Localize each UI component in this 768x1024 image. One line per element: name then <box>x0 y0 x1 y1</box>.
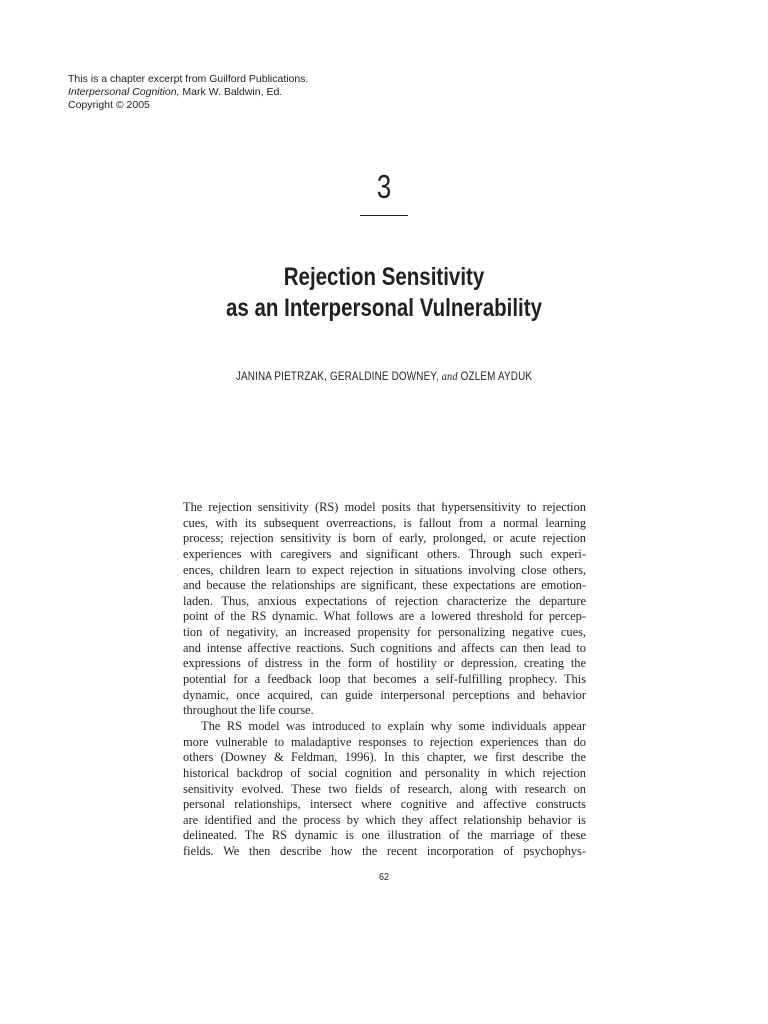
text-line: dynamic, once acquired, can guide interpersonal perceptions and behavior <box>183 687 586 702</box>
text-line: The rejection sensitivity (RS) model posits that hypersensitivity to rejection <box>183 500 586 514</box>
authors-and: and <box>441 369 458 383</box>
text-line: expressions of distress in the form of hostility or depression, creating the <box>183 656 586 671</box>
text-line: process; rejection sensitivity is born of early, prolonged, or acute rejection <box>183 531 586 546</box>
text-line: are identified and the process by which they affect relationship behavior is <box>183 812 586 827</box>
text-line: personal relationships, intersect where cognitive and affective constructs <box>183 797 586 812</box>
text-line: and intense affective reactions. Such cognitions and affects can then lead to <box>183 640 586 655</box>
paragraph-2 <box>183 719 586 860</box>
text-line: others (Downey & Feldman, 1996). In this chapter, we first describe the <box>183 750 586 765</box>
text-line: historical backdrop of social cognition and personality in which rejection <box>183 765 586 780</box>
chapter-number: 3 <box>376 168 392 205</box>
chapter-authors <box>54 369 714 384</box>
text-line: fields. We then describe how the recent incorporation of psychophys- <box>183 844 586 859</box>
paragraph-1 <box>183 500 586 719</box>
text-line: more vulnerable to maladaptive responses to rejection experiences than do <box>183 734 586 749</box>
text-line: The RS model was introduced to explain why some individuals appear <box>201 718 586 733</box>
chapter-body <box>183 500 586 860</box>
text-line: delineated. The RS dynamic is one illustration of the marriage of these <box>183 828 586 843</box>
book-title: Interpersonal Cognition, <box>68 86 180 98</box>
text-line: sensitivity evolved. These two fields of research, along with research on <box>183 781 586 796</box>
text-line: potential for a feedback loop that becomes a self-fulfilling prophecy. This <box>183 672 586 687</box>
text-line: ences, children learn to expect rejection in situations involving close others, <box>183 562 586 577</box>
publication-note-line-1: This is a chapter excerpt from Guilford Publications. <box>68 73 309 85</box>
publication-note <box>68 73 308 112</box>
authors-part-2: OZLEM AYDUK <box>460 371 533 383</box>
chapter-number-rule <box>360 215 408 216</box>
authors-part-1: JANINA PIETRZAK, GERALDINE DOWNEY, <box>235 371 439 383</box>
chapter-title-line-1: Rejection Sensitivity <box>283 263 485 291</box>
chapter-title <box>69 262 699 324</box>
text-line: and because the relationships are significant, these expectations are emotion- <box>183 578 586 593</box>
copyright-line: Copyright © 2005 <box>68 99 150 111</box>
text-line: tion of negativity, an increased propensity for personalizing negative cues, <box>183 625 586 640</box>
text-line: cues, with its subsequent overreactions, is fallout from a normal learning <box>183 515 586 530</box>
text-line: throughout the life course. <box>183 703 314 718</box>
publication-note-line-2 <box>68 86 308 99</box>
chapter-title-line-2: as an Interpersonal Vulnerability <box>226 294 542 322</box>
page-number: 62 <box>379 871 389 883</box>
text-line: laden. Thus, anxious expectations of rejection characterize the departure <box>183 593 586 608</box>
text-line: experiences with caregivers and significant others. Through such experi- <box>183 546 586 561</box>
text-line: point of the RS dynamic. What follows are a lowered threshold for percep- <box>183 609 586 624</box>
editor-text: Mark W. Baldwin, Ed. <box>179 86 283 98</box>
